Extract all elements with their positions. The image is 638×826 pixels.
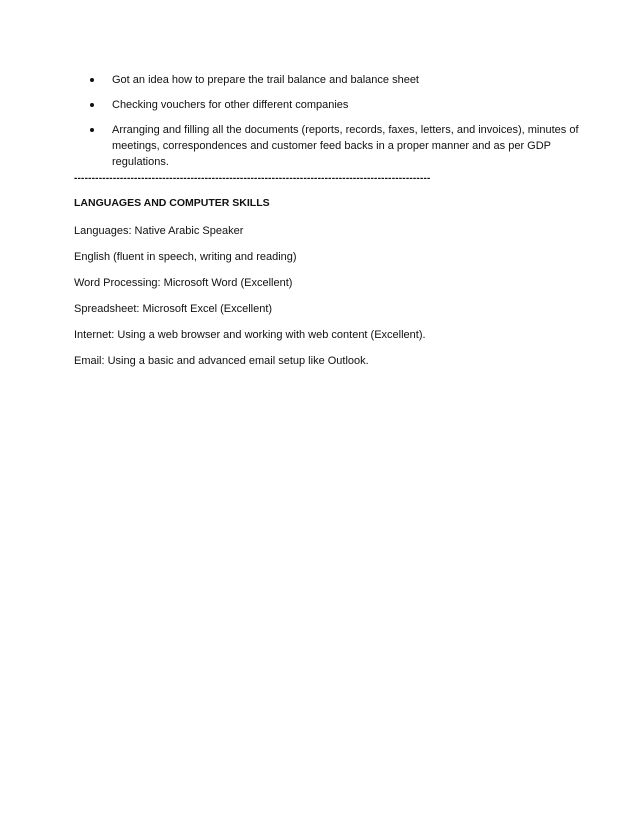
skill-email: Email: Using a basic and advanced email setup like Outlook. [74,355,369,367]
bullet-text: Arranging and filling all the documents (reports, records, faxes, letters, and invoices), minutes of meetings, correspondences and customer feed backs in a proper manner and as per GDP regulations. [112,124,579,168]
skill-word-processing: Word Processing: Microsoft Word (Excellent) [74,277,293,289]
bullet-icon [90,103,94,107]
list-item [90,72,580,88]
bullet-text: Checking vouchers for other different companies [112,99,349,111]
skill-spreadsheet: Spreadsheet: Microsoft Excel (Excellent) [74,303,273,315]
section-divider: ----------------------------------------------------------------------------------------------------- [74,173,431,184]
bullet-icon [90,78,94,82]
skill-english: English (fluent in speech, writing and reading) [74,251,297,263]
section-heading: LANGUAGES AND COMPUTER SKILLS [74,197,270,209]
bullet-text: Got an idea how to prepare the trail balance and balance sheet [112,74,419,86]
experience-bullet-list [90,72,580,179]
list-item [90,122,580,170]
bullet-icon [90,128,94,132]
skill-internet: Internet: Using a web browser and working with web content (Excellent). [74,329,426,341]
list-item [90,97,580,113]
skill-languages: Languages: Native Arabic Speaker [74,225,244,237]
